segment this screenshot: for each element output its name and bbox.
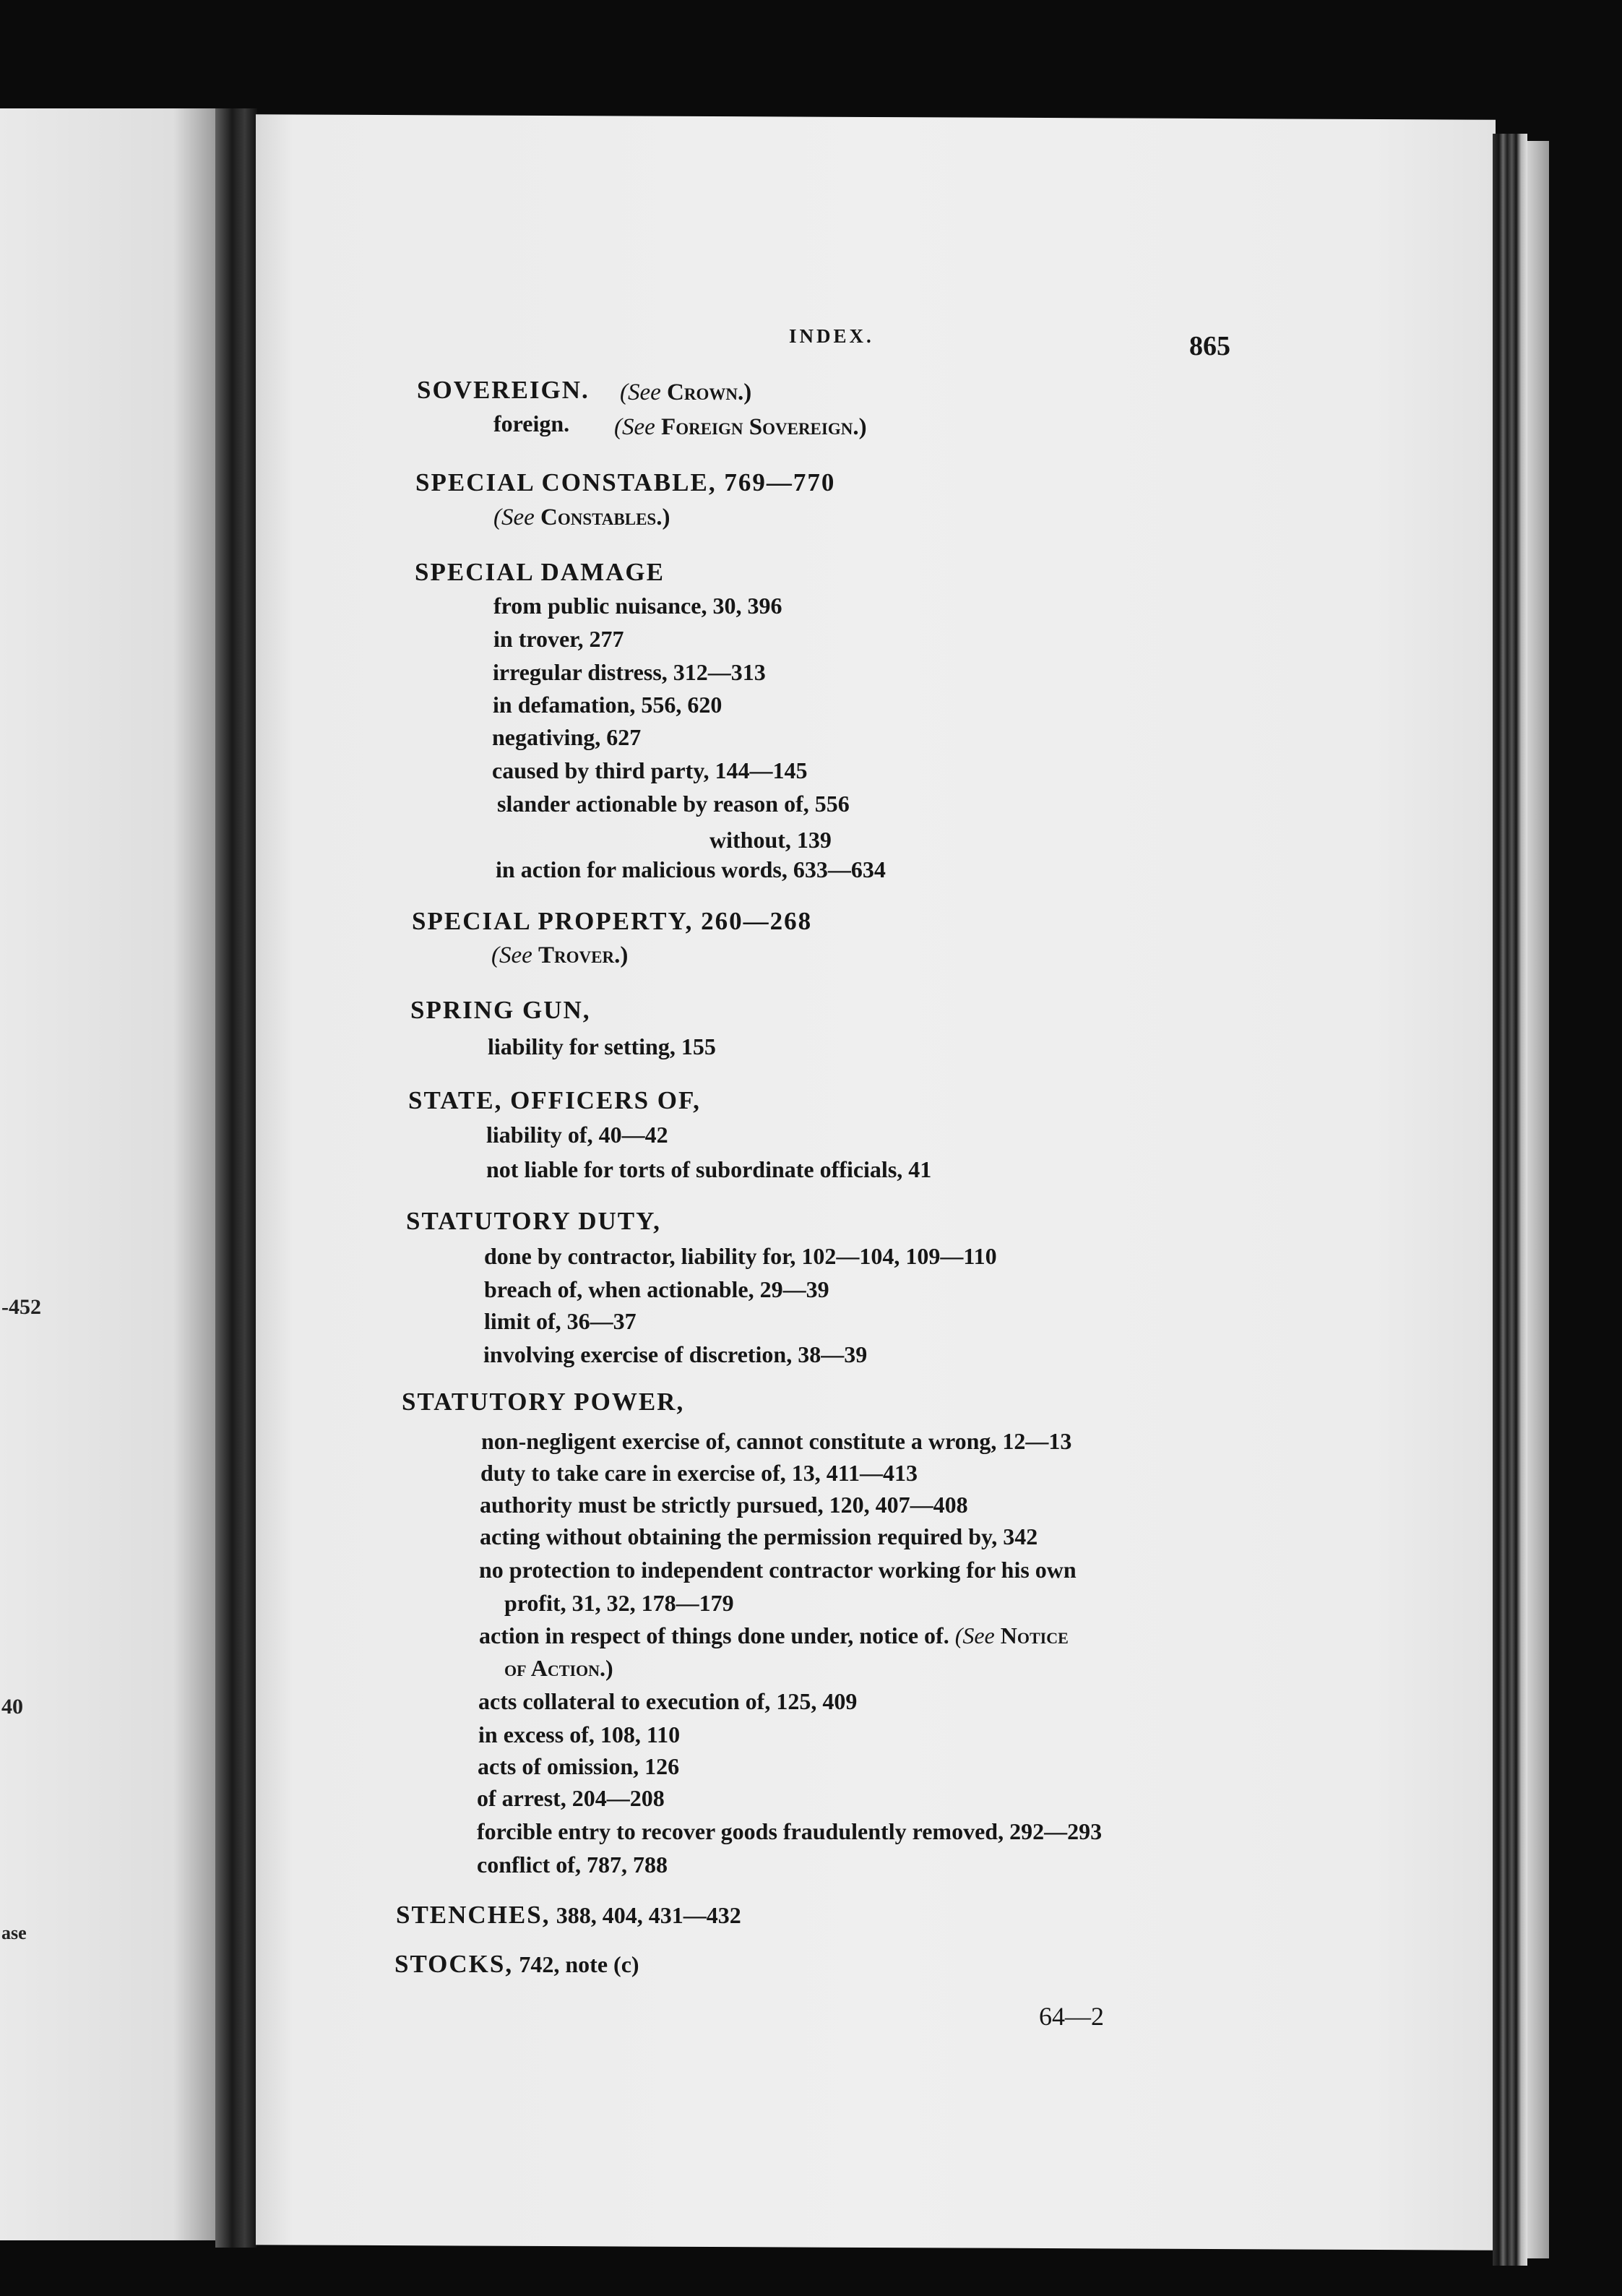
book-spine (215, 108, 257, 2248)
sub-entry: in excess of, 108, 110 (478, 1721, 681, 1747)
page-edges (1493, 134, 1527, 2266)
sub-entry: done by contractor, liability for, 102—104, 109—110 (484, 1243, 997, 1269)
sub-entry: involving exercise of discretion, 38—39 (483, 1341, 868, 1367)
entry-heading: SPECIAL DAMAGE (415, 558, 665, 586)
sub-entry: no protection to independent contractor working for his own (479, 1557, 1077, 1583)
sub-entry: profit, 31, 32, 178—179 (504, 1590, 734, 1616)
entry-heading: STENCHES, 388, 404, 431—432 (396, 1901, 741, 1929)
sub-entry: slander actionable by reason of, 556 (497, 791, 850, 817)
entry-heading: STATUTORY DUTY, (406, 1207, 661, 1235)
sub-entry: in trover, 277 (493, 626, 624, 652)
sub-entry: acts of omission, 126 (478, 1753, 680, 1779)
sub-entry: not liable for torts of subordinate officials, 41 (486, 1156, 932, 1182)
sub-entry: conflict of, 787, 788 (477, 1852, 668, 1878)
sub-entry: irregular distress, 312—313 (493, 659, 766, 685)
sub-entry: forcible entry to recover goods fraudulently removed, 292—293 (477, 1818, 1103, 1844)
sub-entry: of Action.) (504, 1655, 613, 1681)
see-reference: (See Foreign Sovereign.) (614, 414, 867, 440)
entry-heading: STOCKS, 742, note (c) (394, 1950, 639, 1978)
sub-entry: breach of, when actionable, 29—39 (484, 1276, 829, 1302)
left-page-fragment: -452 (1, 1295, 41, 1319)
sub-entry: limit of, 36—37 (484, 1308, 637, 1334)
signature-mark: 64—2 (1039, 2002, 1104, 2031)
entry-heading: STATE, OFFICERS OF, (408, 1086, 701, 1114)
left-page-fragment: 40 (1, 1695, 23, 1719)
sub-entry: acting without obtaining the permission required by, 342 (480, 1523, 1038, 1549)
sub-entry: from public nuisance, 30, 396 (493, 593, 782, 619)
sub-entry: in defamation, 556, 620 (493, 692, 722, 718)
sub-entry: negativing, 627 (492, 724, 642, 750)
sub-entry: duty to take care in exercise of, 13, 411—413 (480, 1460, 918, 1486)
left-page (0, 108, 217, 2240)
sub-entry: non-negligent exercise of, cannot constitute a wrong, 12—13 (481, 1428, 1072, 1454)
entry-heading: SPRING GUN, (410, 996, 591, 1024)
see-reference: (See Constables.) (493, 504, 670, 530)
sub-entry: caused by third party, 144—145 (492, 757, 808, 783)
see-reference: (See Trover.) (491, 942, 629, 968)
see-reference: (See Crown.) (620, 379, 752, 405)
sub-entry: in action for malicious words, 633—634 (496, 856, 886, 882)
page-edges (1527, 141, 1549, 2258)
entry-heading: SPECIAL PROPERTY, 260—268 (412, 907, 813, 935)
left-page-fragment: ase (1, 1922, 27, 1943)
sub-entry: liability of, 40—42 (486, 1122, 668, 1148)
sub-entry: of arrest, 204—208 (477, 1785, 665, 1811)
sub-entry: acts collateral to execution of, 125, 409 (478, 1688, 858, 1714)
entry-heading: STATUTORY POWER, (402, 1388, 685, 1416)
sub-entry: action in respect of things done under, notice of. (See Notice (479, 1622, 1069, 1648)
sub-entry: without, 139 (709, 827, 832, 853)
entry-heading: SPECIAL CONSTABLE, 769—770 (415, 468, 836, 496)
sub-entry: authority must be strictly pursued, 120, 407—408 (480, 1492, 968, 1518)
sub-entry: foreign. (493, 410, 570, 437)
entry-heading: SOVEREIGN. (417, 376, 590, 404)
running-head: INDEX. (789, 325, 874, 347)
page-number: 865 (1189, 331, 1230, 361)
sub-entry: liability for setting, 155 (488, 1033, 716, 1059)
